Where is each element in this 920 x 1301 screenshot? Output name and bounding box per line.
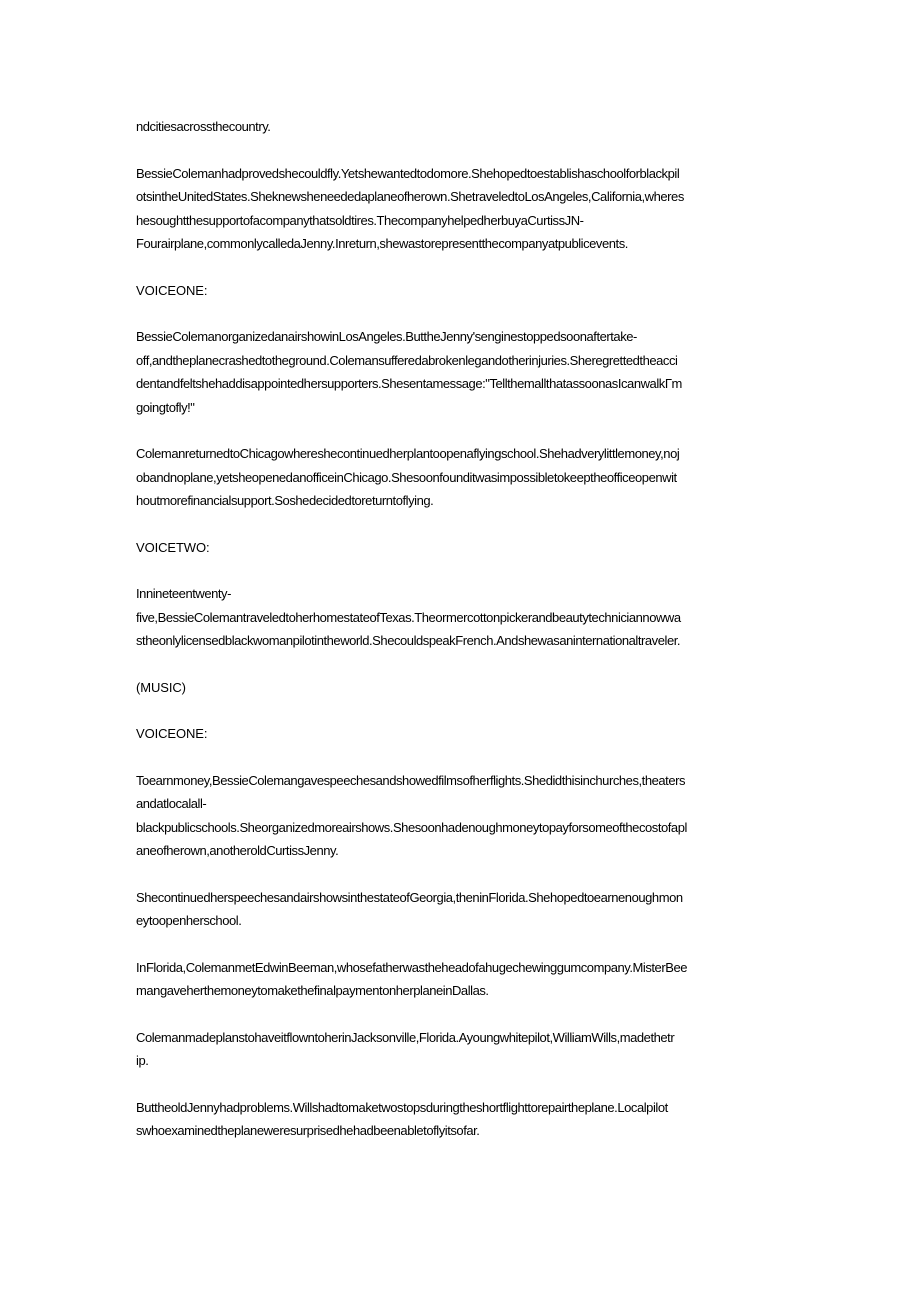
paragraph [136,769,786,863]
text-line: swhoexaminedtheplaneweresurprisedhehadbeenabletoflyitsofar. [136,1123,480,1138]
text-line: otsintheUnitedStates.Sheknewsheneededaplaneofherown.ShetraveledtoLosAngeles,California,wheres [136,189,684,204]
text-line: ndcitiesacrossthecountry. [136,119,271,134]
text-line: goingtofly!" [136,399,195,415]
text-line: ColemanmadeplanstohaveitflowntoherinJacksonville,Florida.Ayoungwhitepilot,WilliamWills,madethetr [136,1029,675,1045]
paragraph [136,325,786,419]
text-line: Innineteentwenty- [136,586,231,601]
text-line: off,andtheplanecrashedtotheground.Colemansufferedabrokenlegandotherinjuries.Sheregrettedtheacci [136,352,678,368]
text-line: hesoughtthesupportofacompanythatsoldtires.ThecompanyhelpedherbuyaCurtissJN- [136,212,584,228]
text-line: ip. [136,1053,149,1068]
text-line: Fourairplane,commonlycalledaJenny.Inreturn,shewastorepresentthecompanyatpublicevents. [136,236,628,251]
speaker-label [136,722,786,746]
text-line: BessieColemanhadprovedshecouldfly.Yetshewantedtodomore.Shehopedtoestablishaschoolforblackpil [136,165,680,181]
text-line: obandnoplane,yetsheopenedanofficeinChicago.Shesoonfounditwasimpossibletokeeptheofficeopenwit [136,469,677,485]
speaker-label [136,536,786,560]
text-line: dentandfeltshehaddisappointedhersupporters.Shesentamessage:"TellthemallthatassoonasIcanwalkΓm [136,376,682,391]
paragraph [136,442,786,513]
text-line: ShecontinuedherspeechesandairshowsinthestateofGeorgia,theninFlorida.Shehopedtoearnenoughmon [136,889,683,905]
text-line: VOICETWO: [136,539,210,555]
paragraph [136,162,786,256]
document-page [136,115,786,1166]
paragraph [136,1096,786,1143]
text-line: eytoopenherschool. [136,913,242,928]
text-line: aneofherown,anotheroldCurtissJenny. [136,843,339,858]
text-line: BessieColemanorganizedanairshowinLosAngeles.ButtheJenny'senginestoppedsoonaftertake- [136,329,637,344]
speaker-label [136,279,786,303]
text-line: InFlorida,ColemanmetEdwinBeeman,whosefatherwastheheadofahugechewinggumcompany.MisterBee [136,959,687,975]
text-line: houtmorefinancialsupport.Soshedecidedtoreturntoflying. [136,493,434,508]
paragraph [136,886,786,933]
text-line: ColemanreturnedtoChicagowhereshecontinuedherplantoopenaflyingschool.Shehadverylittlemoney,noj [136,446,680,461]
text-line: Toearnmoney,BessieColemangavespeechesandshowedfilmsofherflights.Shedidthisinchurches,theaters [136,772,686,788]
text-line: mangaveherthemoneytomakethefinalpaymentonherplaneinDallas. [136,983,489,998]
text-line: (MUSIC) [136,679,186,695]
text-line: VOICEONE: [136,282,208,298]
paragraph [136,582,786,653]
text-line: andatlocalall- [136,796,207,811]
text-line: VOICEONE: [136,726,208,741]
text-line: ButtheoldJennyhadproblems.Willshadtomaketwostopsduringtheshortflighttorepairtheplane.Localpilot [136,1099,668,1115]
speaker-label [136,676,786,700]
text-line: five,BessieColemantraveledtoherhomestateofTexas.Theormercottonpickerandbeautytechniciannowwa [136,609,681,625]
text-line: stheonlylicensedblackwomanpilotintheworld.ShecouldspeakFrench.Andshewasaninternationaltraveler. [136,633,681,648]
text-line: blackpublicschools.Sheorganizedmoreairshows.Shesoonhadenoughmoneytopayforsomeofthecostofapl [136,819,687,835]
paragraph [136,1026,786,1073]
paragraph [136,115,786,139]
paragraph [136,956,786,1003]
